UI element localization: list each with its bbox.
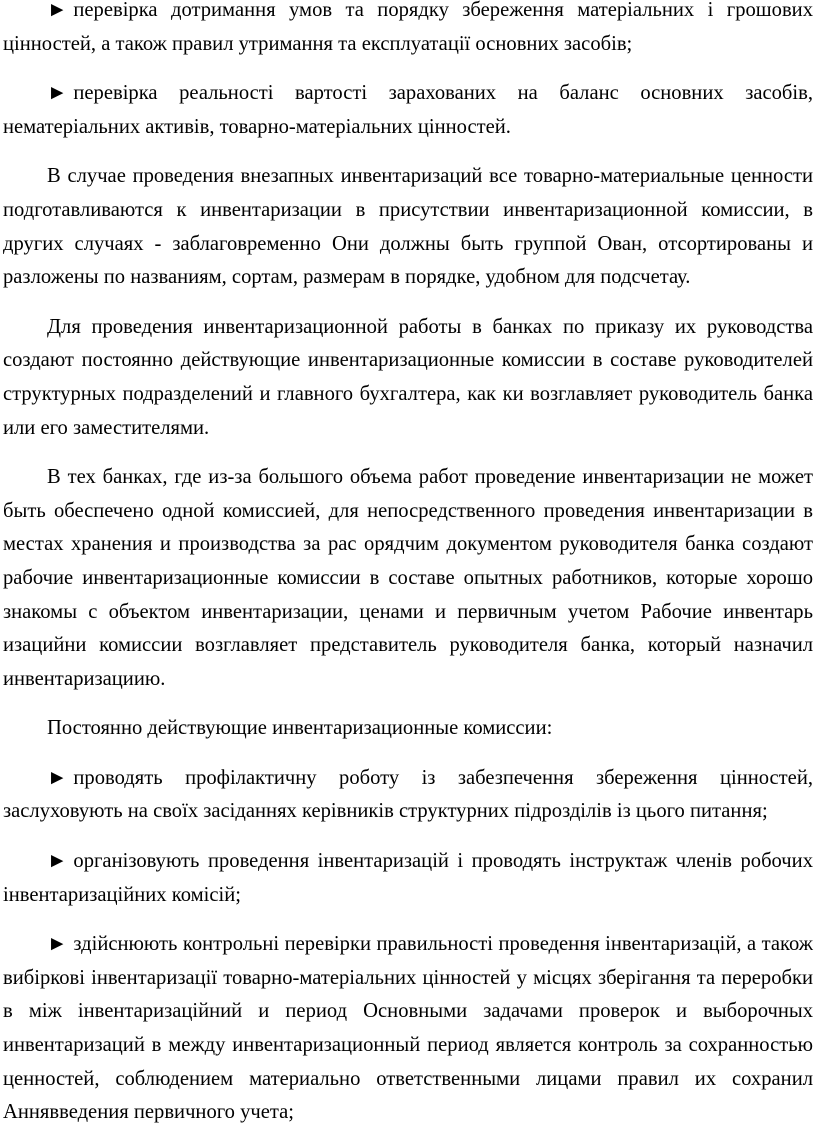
paragraph: [3, 461, 813, 696]
bullet-arrow-icon: ►: [47, 850, 68, 873]
bullet-arrow-icon: ►: [47, 933, 68, 956]
paragraph-bullet: [3, 0, 813, 61]
bullet-arrow-icon: ►: [47, 82, 68, 105]
bullet-arrow-icon: ►: [47, 766, 68, 789]
paragraph-bullet: [3, 845, 813, 912]
bullet-arrow-icon: ►: [47, 0, 68, 21]
paragraph-bullet: [3, 762, 813, 829]
paragraph-text: Постоянно действующие инвентаризационные комиссии:: [47, 717, 553, 740]
paragraph-text: Для проведения инвентаризационной работы в банках по приказу их руководства создают постоянно действующие инвентаризационные комиссии в составе руководителей структурных подразделений и главного бухгалтера, как ки возглавляет руководитель банка или его заместителями.: [3, 315, 813, 439]
paragraph-bullet: [3, 928, 813, 1130]
paragraph-bullet: [3, 77, 813, 144]
paragraph: [3, 311, 813, 445]
paragraph-text: перевірка дотримання умов та порядку збереження матеріальних і грошових цінностей, а також правил утримання та експлуатації основних засобів;: [3, 0, 813, 55]
paragraph-text: В случае проведения внезапных инвентаризаций все товарно-материальные ценности подготавливаются к инвентаризации в присутствии инвентаризационной комиссии, в других случаях - заблаговременно Они должны быть группой Ован, отсортированы и разложены по названиям, сортам, размерам в порядке, удобном для подсчетау.: [3, 165, 813, 289]
paragraph-text: організовують проведення інвентаризацій і проводять інструктаж членів робочих інвентаризаційних комісій;: [3, 850, 813, 906]
paragraph-text: здійснюють контрольні перевірки правильності проведення інвентаризацій, а також вибіркові інвентаризації товарно-матеріальних цінностей у місцях зберігання та переробки в між інвентаризаційний и период Основными задачами проверок и выборочных инвентаризаций в между инвентаризационный период является контроль за сохранностью ценностей, соблюдением материально ответственными лицами правил их сохранил Аннявведения первичного учета;: [3, 933, 813, 1124]
paragraph: [3, 160, 813, 294]
paragraph-text: В тех банках, где из-за большого объема работ проведение инвентаризации не может быть обеспечено одной комиссией, для непосредственного проведения инвентаризации в местах хранения и производства за рас орядчим документом руководителя банка создают рабочие инвентаризационные комиссии в составе опытных работников, которые хорошо знакомы с объектом инвентаризации, ценами и первичным учетом Рабочие инвентарь изацийни комиссии возглавляет представитель руководителя банка, который назначил инвентаризациию.: [3, 466, 813, 690]
paragraph-text: проводять профілактичну роботу із забезпечення збереження цінностей, заслуховують на своїх засіданнях керівників структурних підрозділів із цього питання;: [3, 766, 813, 823]
paragraph: [3, 712, 813, 746]
paragraph-text: перевірка реальності вартості зарахованих на баланс основних засобів, нематеріальних активів, товарно-матеріальних цінностей.: [3, 82, 813, 138]
